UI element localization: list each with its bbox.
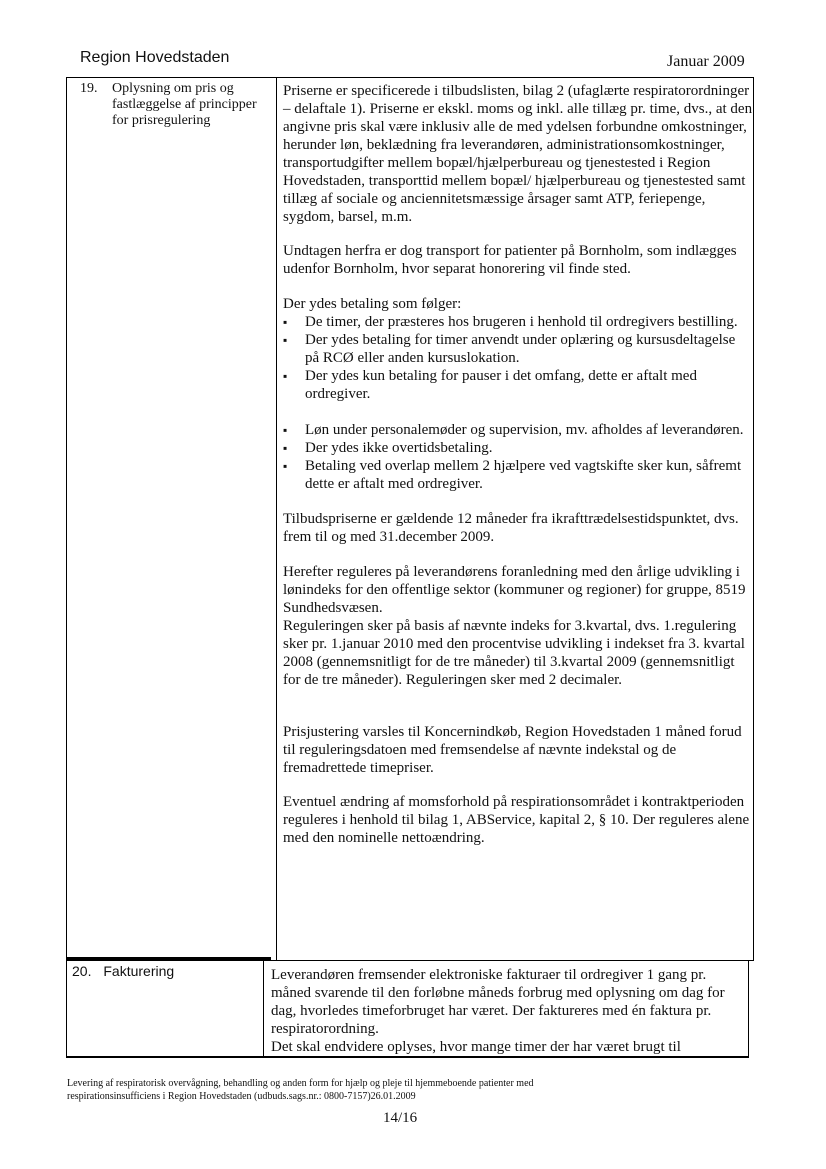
footer-description	[67, 1077, 687, 1103]
row-19-content	[283, 82, 753, 847]
list-item: ▪ De timer, der præsteres hos brugeren i henhold til ordregivers bestilling.	[283, 313, 753, 331]
paragraph-regulation-basis: Reguleringen sker på basis af nævnte indeks for 3.kvartal, dvs. 1.regulering sker pr. 1.januar 2010 med den procentvise udvikling i indekset fra 3. kvartal 2008 (gennemsnitligt for de tre måneder) til 3.kvartal 2009 (gennemsnitligt for de tre måneder). Reguleringen sker med 2 decimaler.	[283, 618, 745, 688]
paragraph-vat: Eventuel ændring af momsforhold på respirationsområdet i kontraktperioden reguleres i henhold til bilag 1, ABService, kapital 2, § 10. Der reguleres alene med den nominelle nettoændring.	[283, 794, 750, 846]
row-19-label-line: Oplysning om pris og	[112, 81, 234, 96]
list-item: ▪ Der ydes betaling for timer anvendt under oplæring og kursusdeltagelse på RCØ eller anden kursuslokation.	[283, 331, 753, 367]
paragraph-validity: Tilbudspriserne er gældende 12 måneder fra ikrafttrædelsestidspunktet, dvs. frem til og med 31.december 2009.	[283, 511, 739, 545]
footer-line: Levering af respiratorisk overvågning, behandling og anden form for hjælp og pleje til hjemmeboende patienter med	[67, 1078, 534, 1089]
paragraph-payment-intro: Der ydes betaling som følger:	[283, 296, 462, 312]
row-20-title: Fakturering	[103, 963, 175, 979]
header-date: Januar 2009	[667, 53, 745, 70]
paragraph-regulation: Herefter reguleres på leverandørens foranledning med den årlige udvikling i lønindeks for den offentlige sektor (kommuner og regioner) for gruppe, 8519 Sundhedsvæsen.	[283, 564, 746, 616]
row-20-number: 20.	[72, 963, 92, 979]
row-20-content	[271, 966, 745, 1056]
row-20-label	[72, 963, 174, 979]
page-number: 14/16	[383, 1110, 418, 1126]
header-organization: Region Hovedstaden	[80, 49, 230, 66]
payment-bullet-list-2	[283, 421, 753, 493]
paragraph-invoicing: Leverandøren fremsender elektroniske fakturaer til ordregiver 1 gang pr. måned svarende til den forløbne måneds forbrug med oplysning om dag for dag, hvorledes timeforbruget har været. Der faktureres med én faktura pr. respiratorordning.	[271, 967, 725, 1037]
paragraph-exception: Undtagen herfra er dog transport for patienter på Bornholm, som indlægges udenfor Bornholm, hvor separat honorering vil finde sted.	[283, 243, 737, 277]
footer-line: respirationsinsufficiens i Region Hovedstaden (udbuds.sags.nr.: 0800-7157)26.01.2009	[67, 1091, 416, 1102]
paragraph-pricing: Priserne er specificerede i tilbudslisten, bilag 2 (ufaglærte respiratorordninger – delaftale 1). Priserne er ekskl. moms og inkl. alle tillæg pr. time, dvs., at den angivne pris skal være inklusiv alle de med ydelsen forbundne omkostninger, herunder løn, beklædning fra leverandøren, administrationsomkostninger, transportudgifter mellem bopæl/hjælperbureau og tjenestested i Region Hovedstaden, transporttid mellem bopæl/ hjælperbureau og tjenestested samt tillæg af sociale og anciennitetsmæssige årsager samt ATP, feriepenge, sygdom, barsel, m.m.	[283, 83, 753, 225]
row-19-label-line: fastlæggelse af principper	[112, 97, 257, 112]
list-item: ▪ Betaling ved overlap mellem 2 hjælpere ved vagtskifte sker kun, såfremt dette er aftalt med ordregiver.	[283, 457, 753, 493]
list-item: ▪ Der ydes ikke overtidsbetaling.	[283, 439, 753, 457]
row-19-label	[80, 81, 257, 128]
list-item: ▪ Der ydes kun betaling for pauser i det omfang, dette er aftalt med ordregiver.	[283, 367, 753, 403]
row-19-label-line: for prisregulering	[112, 113, 211, 128]
payment-bullet-list	[283, 313, 753, 403]
paragraph-price-adjustment: Prisjustering varsles til Koncernindkøb, Region Hovedstaden 1 måned forud til reguleringsdatoen med fremsendelse af nævnte indekstal og de fremadrettede timepriser.	[283, 724, 742, 776]
list-item: ▪ Løn under personalemøder og supervision, mv. afholdes af leverandøren.	[283, 421, 753, 439]
row-19-number: 19.	[80, 81, 98, 96]
paragraph-invoicing-hours: Det skal endvidere oplyses, hvor mange timer der har været brugt til	[271, 1039, 681, 1055]
